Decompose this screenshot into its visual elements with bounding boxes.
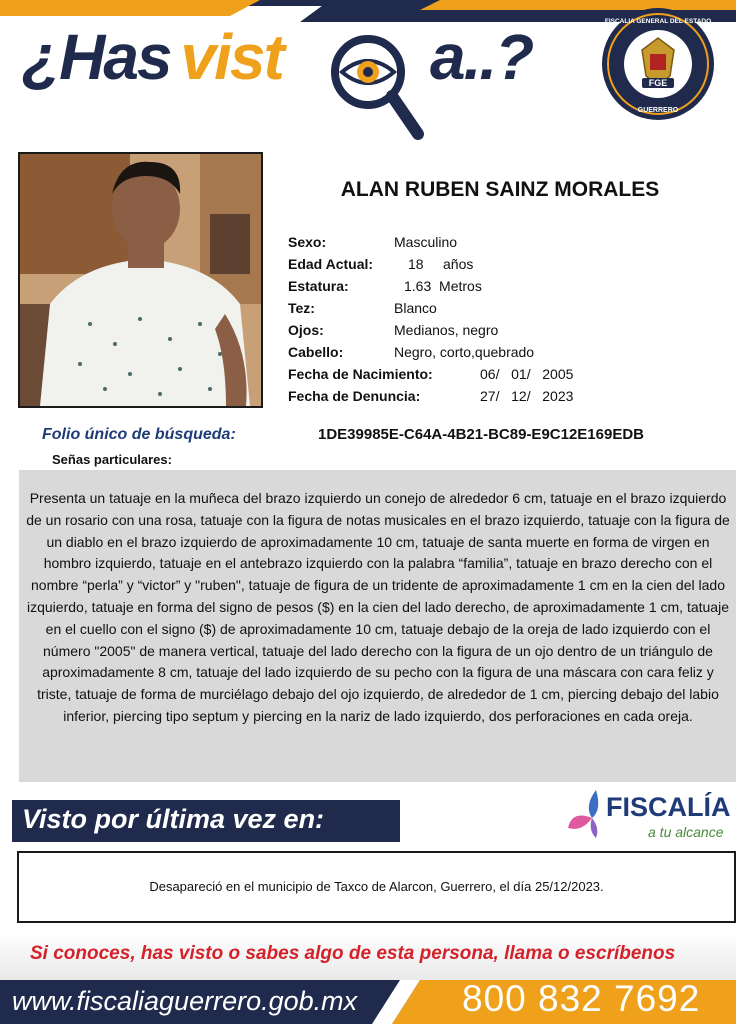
senas-description-box: [19, 470, 736, 782]
title-a-wrap: [430, 20, 532, 94]
info-value: Masculino: [394, 234, 458, 250]
last-seen-banner: Visto por última vez en:: [22, 804, 325, 834]
info-row-edad: [288, 256, 688, 276]
info-row-cabello: [288, 344, 688, 364]
title-a: a..?: [430, 21, 533, 93]
svg-text:FGE: FGE: [648, 78, 668, 88]
info-value: 06/ 01/ 2005: [480, 366, 574, 382]
butterfly-icon: [566, 788, 610, 840]
senas-description: Presenta un tatuaje en la muñeca del brazo izquierdo un conejo de alrededor 6 cm, tatuaje en el brazo izquierdo de un rosario con una rosa, tatuaje con la figura de notas musicales en el brazo izquierdo, tatuaje con la figura de un diablo en el brazo izquierdo de aproximadamente 10 cm, tatuaje de santa muerte en forma de virgen en hombro izquierdo, tatuaje en el antebrazo izquierdo con la palabra “familia”, tatuaje en brazo derecho con el nombre “perla” y “victor” y "ruben", tatuaje de figura de un tridente de aproximadamente 1 cm en la cien del lado izquierdo, tatuaje en forma del signo de pesos ($) en la cien del lado derecho, de aproximadamente 1 cm, tatuaje en el cuello con el signo ($) de aproximadamente 10 cm, tatuaje debajo de la oreja de lado izquierdo con el número "2005" de manera vertical, tatuaje del lado derecho con la figura de un ojo dentro de un triángulo de aproximadamente 8 cm, tatuaje del lado izquierdo de su pecho con la figura de una máscara con cara feliz y triste, tatuaje de forma de murciélago debajo del ojo izquierdo, de alrededor de 1 cm, piercing debajo del labio inferior, piercing tipo septum y piercing en la nariz de lado izquierdo, dos perforaciones en cada oreja.: [26, 490, 730, 724]
info-label: Estatura:: [288, 278, 349, 294]
info-row-sexo: [288, 234, 688, 254]
info-row-denuncia: [288, 388, 688, 408]
info-value: 27/ 12/ 2023: [480, 388, 574, 404]
info-row-tez: [288, 300, 688, 320]
info-label: Tez:: [288, 300, 315, 316]
phone-number[interactable]: 800 832 7692: [462, 978, 701, 1019]
svg-text:FISCALIA GENERAL DEL ESTADO: FISCALIA GENERAL DEL ESTADO: [604, 18, 712, 25]
folio-label: Folio único de búsqueda:: [42, 426, 236, 443]
info-label: Fecha de Denuncia:: [288, 388, 421, 404]
fiscalia-logo: [562, 786, 736, 844]
folio-value: 1DE39985E-C64A-4B21-BC89-E9C12E169EDB: [318, 426, 645, 443]
info-label: Fecha de Nacimiento:: [288, 366, 433, 382]
info-value: Negro, corto,quebrado: [394, 344, 535, 360]
last-seen-box: [17, 851, 736, 923]
call-to-action: Si conoces, has visto o sabes algo de esta persona, llama o escríbenos: [30, 943, 676, 964]
title-vist: vist: [180, 21, 283, 93]
fiscalia-word: FISCALÍA: [606, 792, 731, 822]
info-row-nacimiento: [288, 366, 688, 386]
info-label: Cabello:: [288, 344, 344, 360]
info-value: 18 años: [408, 256, 474, 272]
info-label: Sexo:: [288, 234, 327, 250]
info-value: Medianos, negro: [394, 322, 499, 338]
info-value: 1.63 Metros: [404, 278, 482, 294]
info-label: Edad Actual:: [288, 256, 374, 272]
person-name: ALAN RUBEN SAINZ MORALES: [340, 178, 660, 201]
title-has: ¿Has: [22, 21, 171, 93]
senas-label: Señas particulares:: [52, 452, 172, 467]
info-label: Ojos:: [288, 322, 324, 338]
info-row-ojos: [288, 322, 688, 342]
person-photo-image: [20, 154, 261, 406]
fge-seal-logo: [600, 6, 716, 122]
last-seen-text: Desapareció en el municipio de Taxco de Alarcon, Guerrero, el día 25/12/2023.: [149, 879, 604, 894]
fiscalia-tagline: a tu alcance: [648, 824, 724, 840]
info-value: Blanco: [394, 300, 437, 316]
website-link[interactable]: www.fiscaliaguerrero.gob.mx: [12, 986, 358, 1016]
person-photo: [18, 152, 263, 408]
svg-text:GUERRERO: GUERRERO: [637, 107, 679, 114]
magnifier-eye-icon: [328, 32, 428, 142]
info-row-estatura: [288, 278, 688, 298]
